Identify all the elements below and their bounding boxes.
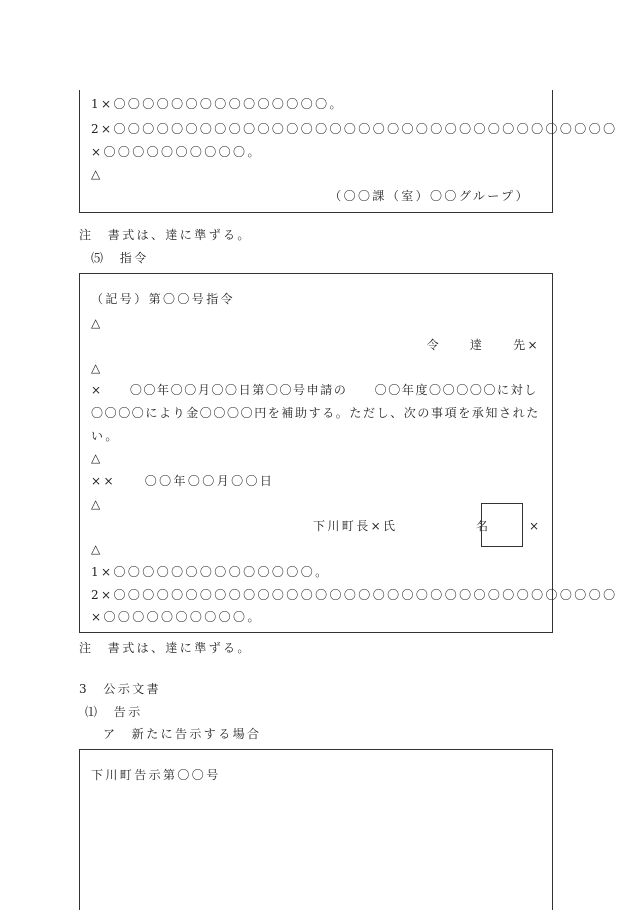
section-5-heading: ⑸ 指令 (91, 251, 149, 265)
directive-body-line-1: × 〇〇年〇〇月〇〇日第〇〇号申請の 〇〇年度〇〇〇〇〇に対し (91, 383, 538, 397)
subsection-1-heading: ⑴ 告示 (85, 705, 143, 719)
directive-header: （記号）第〇〇号指令 (91, 292, 236, 306)
name-label: 名 (476, 519, 491, 533)
subsection-a-heading: ア 新たに告示する場合 (103, 727, 262, 741)
box1-item-1: 1×〇〇〇〇〇〇〇〇〇〇〇〇〇〇〇。 (91, 97, 344, 111)
box1-item-2: 2×〇〇〇〇〇〇〇〇〇〇〇〇〇〇〇〇〇〇〇〇〇〇〇〇〇〇〇〇〇〇〇〇〇〇〇 (91, 122, 618, 136)
directive-date: ×× 〇〇年〇〇月〇〇日 (91, 474, 275, 488)
triangle-mark: △ (91, 361, 103, 375)
directive-body-line-2: 〇〇〇〇により金〇〇〇〇円を補助する。ただし、次の事項を承知された (91, 406, 540, 420)
directive-item-2: 2×〇〇〇〇〇〇〇〇〇〇〇〇〇〇〇〇〇〇〇〇〇〇〇〇〇〇〇〇〇〇〇〇〇〇〇 (91, 588, 618, 602)
addressee-label: 令 達 先× (426, 338, 540, 352)
directive-item-2-continued: ×〇〇〇〇〇〇〇〇〇〇。 (91, 610, 262, 624)
note-2: 注 書式は、達に準ずる。 (79, 641, 252, 655)
box1-group-label: （〇〇課（室）〇〇グループ） (329, 189, 530, 203)
note-1: 注 書式は、達に準ずる。 (79, 228, 252, 242)
box1-triangle-mark: △ (91, 167, 103, 181)
seal-box (481, 503, 523, 547)
directive-item-1: 1×〇〇〇〇〇〇〇〇〇〇〇〇〇〇。 (91, 565, 330, 579)
box1-item-2-continued: ×〇〇〇〇〇〇〇〇〇〇。 (91, 145, 262, 159)
section-3-heading: 3 公示文書 (79, 682, 162, 696)
name-mark: × (529, 519, 542, 533)
directive-form-box (79, 273, 553, 633)
triangle-mark: △ (91, 542, 103, 556)
triangle-mark: △ (91, 316, 103, 330)
notice-header: 下川町告示第〇〇号 (91, 768, 221, 782)
signer-name: 下川町長×氏 (313, 519, 398, 533)
triangle-mark: △ (91, 497, 103, 511)
directive-body-line-3: い。 (91, 429, 120, 443)
triangle-mark: △ (91, 451, 103, 465)
